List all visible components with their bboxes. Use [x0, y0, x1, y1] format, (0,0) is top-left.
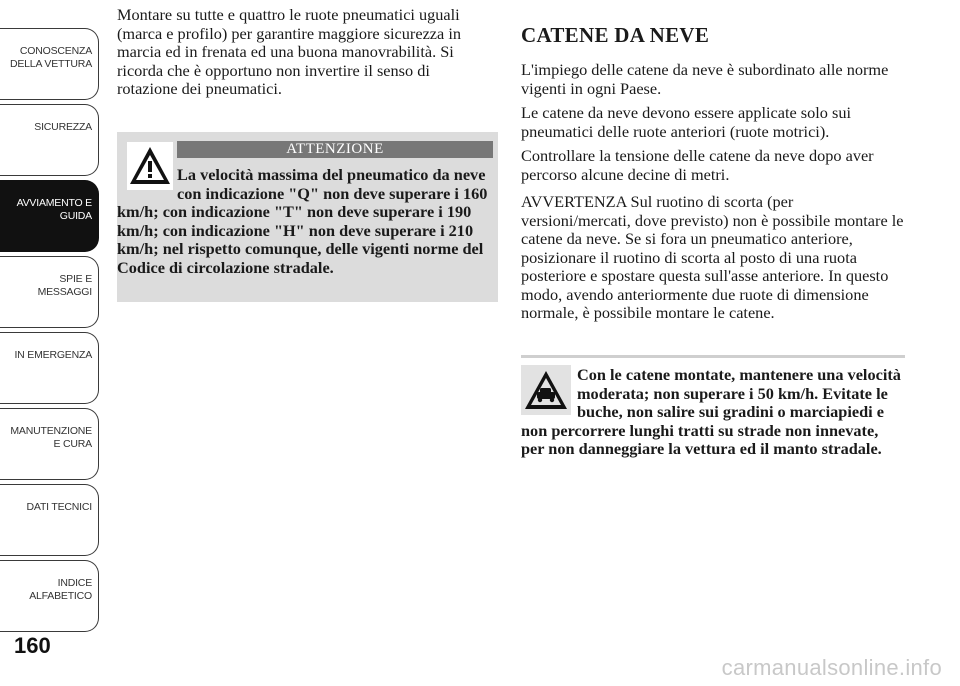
paragraph-3: Controllare la tensione delle catene da neve dopo aver percorso alcune decine di metri. [521, 146, 874, 184]
paragraph-4: AVVERTENZA Sul ruotino di scorta (per versioni/mercati, dove previsto) non è possibile montare le catene da neve. Se si fora un pneumatico anteriore, posizionare il ruotino di scorta al posto di una ruota posteriore e spostare questa sull'asse anteriore. In questo modo, avendo anteriormente due ruote di dimensione normale, è possibile montare le catene. [521, 192, 904, 322]
paragraph-2: Le catene da neve devono essere applicate solo sui pneumatici delle ruote anteriori (ruote motrici). [521, 103, 852, 141]
caution-text: Con le catene montate, mantenere una velocità moderata; non superare i 50 km/h. Evitate le buche, non salire sui gradini o marciapiedi e non percorrere lunghi tratti su strade non innevate, per non danneggiare la vettura ed il manto stradale. [521, 365, 901, 458]
watermark: carmanualsonline.info [721, 655, 942, 680]
warning-text: La velocità massima del pneumatico da neve con indicazione "Q" non deve superare i 160 km/h; con indicazione "T" non deve superare i 190 km/h; con indicazione "H" non deve superare i 210 km/h; nel rispetto comunque, delle vigenti norme del Codice di circolazione stradale. [117, 165, 488, 277]
page-number: 160 [14, 633, 51, 658]
tab-spie[interactable]: SPIE E MESSAGGI [0, 256, 99, 328]
tab-indice[interactable]: INDICE ALFABETICO [0, 560, 99, 632]
intro-paragraph: Montare su tutte e quattro le ruote pneumatici uguali (marca e profilo) per garantire maggiore sicurezza in marcia ed in frenata ed una buona manovrabilità. Si ricorda che è opportuno non invertire il senso di rotazione dei pneumatici. [117, 5, 461, 98]
tab-conoscenza[interactable]: CONOSCENZA DELLA VETTURA [0, 28, 99, 100]
tab-dati-tecnici[interactable]: DATI TECNICI [0, 484, 99, 556]
divider [521, 355, 905, 358]
tab-manutenzione[interactable]: MANUTENZIONE E CURA [0, 408, 99, 480]
tab-emergenza[interactable]: IN EMERGENZA [0, 332, 99, 404]
tab-avviamento[interactable]: AVVIAMENTO E GUIDA [0, 180, 99, 252]
warning-box [117, 132, 498, 302]
section-heading: CATENE DA NEVE [521, 23, 710, 47]
warning-header: ATTENZIONE [177, 141, 493, 158]
paragraph-1: L'impiego delle catene da neve è subordinato alle norme vigenti in ogni Paese. [521, 60, 889, 98]
tab-sicurezza[interactable]: SICUREZZA [0, 104, 99, 176]
